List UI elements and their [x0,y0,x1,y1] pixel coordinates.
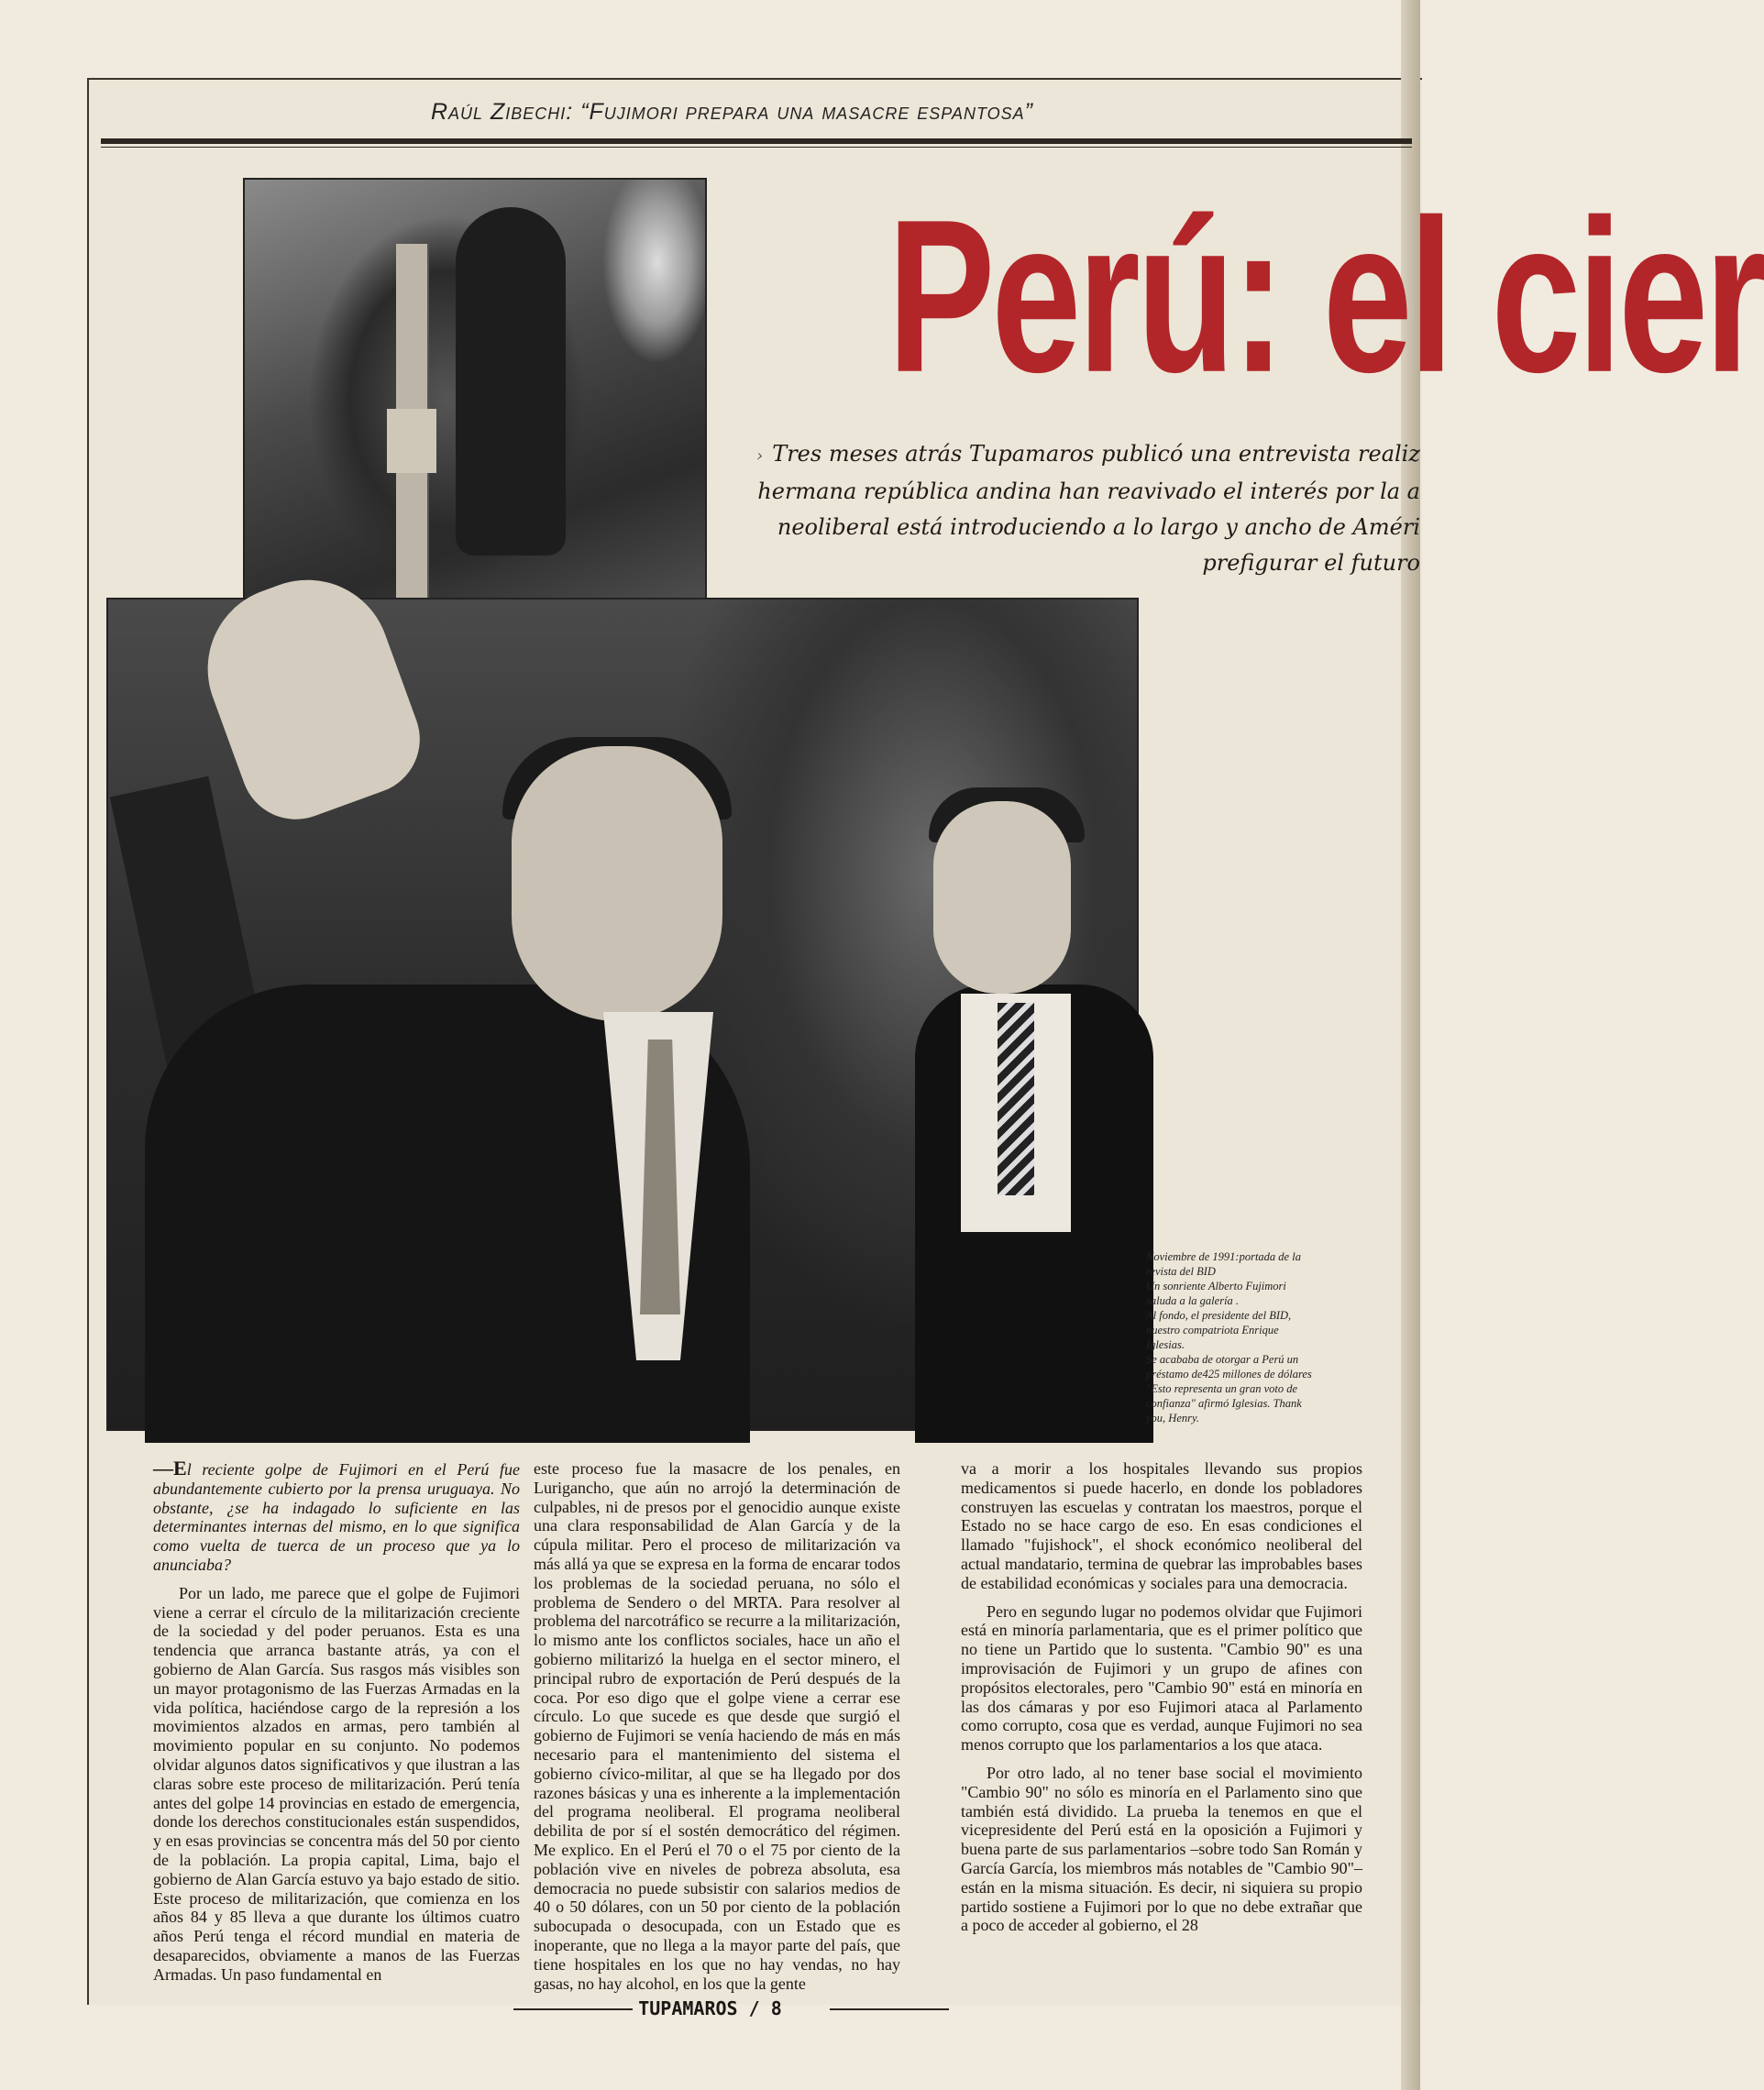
caption-line: confianza" afirmó Iglesias. Thank [1146,1397,1302,1410]
paragraph: Pero en segundo lugar no podemos olvidar que Fujimori está en minoría parlamentaria, que es el primer político que no tiene un Partido que lo sustenta. "Cambio 90" es una improvisación de Fujimori y un grupo de afines con propósitos electorales, pero "Cambio 90" está en minoría en las dos cámaras y por eso Fujimori ataca al Parlamento como corrupto, cosa que es verdad, aunque Fujimori no sea menos corrupto que los parlamentarios a los que ataca. [961,1601,1362,1754]
caption-line: "Esto representa un gran voto de [1146,1382,1298,1395]
caption-line: Noviembre de 1991:portada de la [1146,1250,1301,1263]
bullet-icon: › [755,446,764,466]
running-head: Raúl Zibechi: “Fujimori prepara una masacre espantosa” [431,99,1033,125]
article-column-2 [534,1459,900,1996]
photo-hand [184,556,435,834]
photo-caption [1146,1249,1348,1425]
lead-initial: —E [153,1457,187,1480]
header-rule-thin [101,147,1412,148]
photo-figure [456,207,566,556]
caption-line: Se acababa de otorgar a Perú un [1146,1353,1299,1366]
caption-line: you, Henry. [1146,1412,1199,1424]
photo-face-background [933,801,1071,994]
photo-cross-bar [387,409,436,473]
photo-tie-background [998,1003,1034,1195]
deck-line: neoliberal está introduciendo a lo largo y ancho de Améri [777,514,1420,540]
caption-line: Iglesias. [1146,1338,1185,1351]
deck-line: › Tres meses atrás Tupamaros publicó una entrevista realiz [755,441,1420,467]
photo-fujimori-waving [106,598,1139,1431]
caption-line: revista del BID [1146,1265,1216,1278]
paragraph: este proceso fue la masacre de los penales, en Lurigancho, que aún no arrojó la determinación de culpables, ni de presos por el genocidio aunque existe una clara responsabilidad de Alan García y de la cúpula militar. Pero el proceso de militarización va más allá ya que se expresa en la forma de encarar todos los problemas de la sociedad peruana, no sólo el problema de Sendero o del MRTA. Para resolver al problema del narcotráfico se recurre a la militarización, lo mismo ante los conflictos sociales, hace un año el gobierno militarizó la huelga en el sector minero, el principal rubro de exportación de Perú después de la coca. Por eso digo que el golpe viene a cerrar ese círculo. Lo que sucede es que desde que surgió el gobierno de Fujimori se venía haciendo de más en más necesario para el mantenimiento del sistema el gobierno cívico-militar, al que se ha llegado por dos razones básicas y una es inherente a la implementación del programa neoliberal. El programa neoliberal debilita de por sí el sostén democrático del régimen. Me explico. En el Perú el 70 o el 75 por ciento de la población vive en niveles de pobreza absoluta, esa democracia no puede subsistir con salarios medios de 40 o 50 dólares, con un 50 por ciento de la población subocupada o desocupada, con un Estado que es inoperante, que no llega a la mayor parte del país, que tiene hospitales en los que no hay vendas, no hay gasas, no hay alcohol, en los que la gente [534,1459,900,1993]
article-column-1 [153,1459,520,1996]
header-rule [101,138,1412,144]
deck-line: prefigurar el futuro [1202,550,1420,576]
caption-line: Un sonriente Alberto Fujimori [1146,1280,1286,1292]
caption-line: nuestro compatriota Enrique [1146,1324,1279,1336]
lead-question [153,1459,520,1575]
deck-line: hermana república andina han reavivado el interés por la a [757,478,1420,504]
photo-face [512,746,722,1021]
caption-line: préstamo de425 millones de dólares [1146,1368,1312,1380]
paragraph: va a morir a los hospitales llevando sus propios medicamentos si puede hacerlo, en donde los pobladores construyen las escuelas y contratan los maestros, porque el Estado no se hace cargo de eso. En esas condiciones el llamado "fujishock", el shock económico neoliberal del actual mandatario, termina de quebrar las improbables bases de estabilidad económicas y sociales para una democracia. [961,1459,1362,1592]
paragraph: Por un lado, me parece que el golpe de Fujimori viene a cerrar el círculo de la militarización creciente de la sociedad y del poder peruanos. Esta es una tendencia que arranca bastante atrás, ya con el gobierno de Alan García. Sus rasgos más visibles son un mayor protagonismo de las Fuerzas Armadas en la vida política, haciéndose cargo de la represión a los movimientos alzados en armas, pero también al movimiento popular en su conjunto. No podemos olvidar algunos datos significativos y que ilustran a las claras sobre este proceso de militarización. Perú tenía antes del golpe 14 provincias en estado de emergencia, donde los derechos constitucionales están suspendidos, y en esas provincias se concentra más del 50 por ciento de la población. La propia capital, Lima, bajo el gobierno de Alan García estuvo ya bajo estado de sitio. Este proceso de militarización, que comienza en los años 84 y 85 lleva a que durante los últimos cuatro años Perú tenga el récord mundial en materia de desaparecidos, obviamente a manos de las Fuerzas Armadas. Un paso fundamental en [153,1583,520,1984]
caption-line: saluda a la galería . [1146,1294,1240,1307]
page-footer: TUPAMAROS / 8 [638,1997,782,2019]
deck [752,436,1420,581]
lead-text: l reciente golpe de Fujimori en el Perú fue abundantemente cubierto por la prensa uruguaya. No obstante, ¿se ha indagado lo suficiente en las determinantes internas del mismo, en lo que significa como vuelta de tuerca de un proceso que ya lo anunciaba? [153,1460,520,1574]
paragraph: Por otro lado, al no tener base social el movimiento "Cambio 90" no sólo es minoría en el Parlamento sino que también está dividido. La prueba la tenemos en que el vicepresidente del Perú está en la oposición a Fujimori y buena parte de sus parlamentarios –sobre todo San Román y García García, los miembros más notables de "Cambio 90"– están en la misma situación. Es decir, ni siquiera su propio partido sostiene a Fujimori por lo que no debe extrañar que a poco de acceder al gobierno, el 28 [961,1763,1362,1935]
article-column-3 [961,1459,1362,1996]
headline: Perú: el cier [888,175,1764,419]
caption-line: Al fondo, el presidente del BID, [1146,1309,1292,1322]
